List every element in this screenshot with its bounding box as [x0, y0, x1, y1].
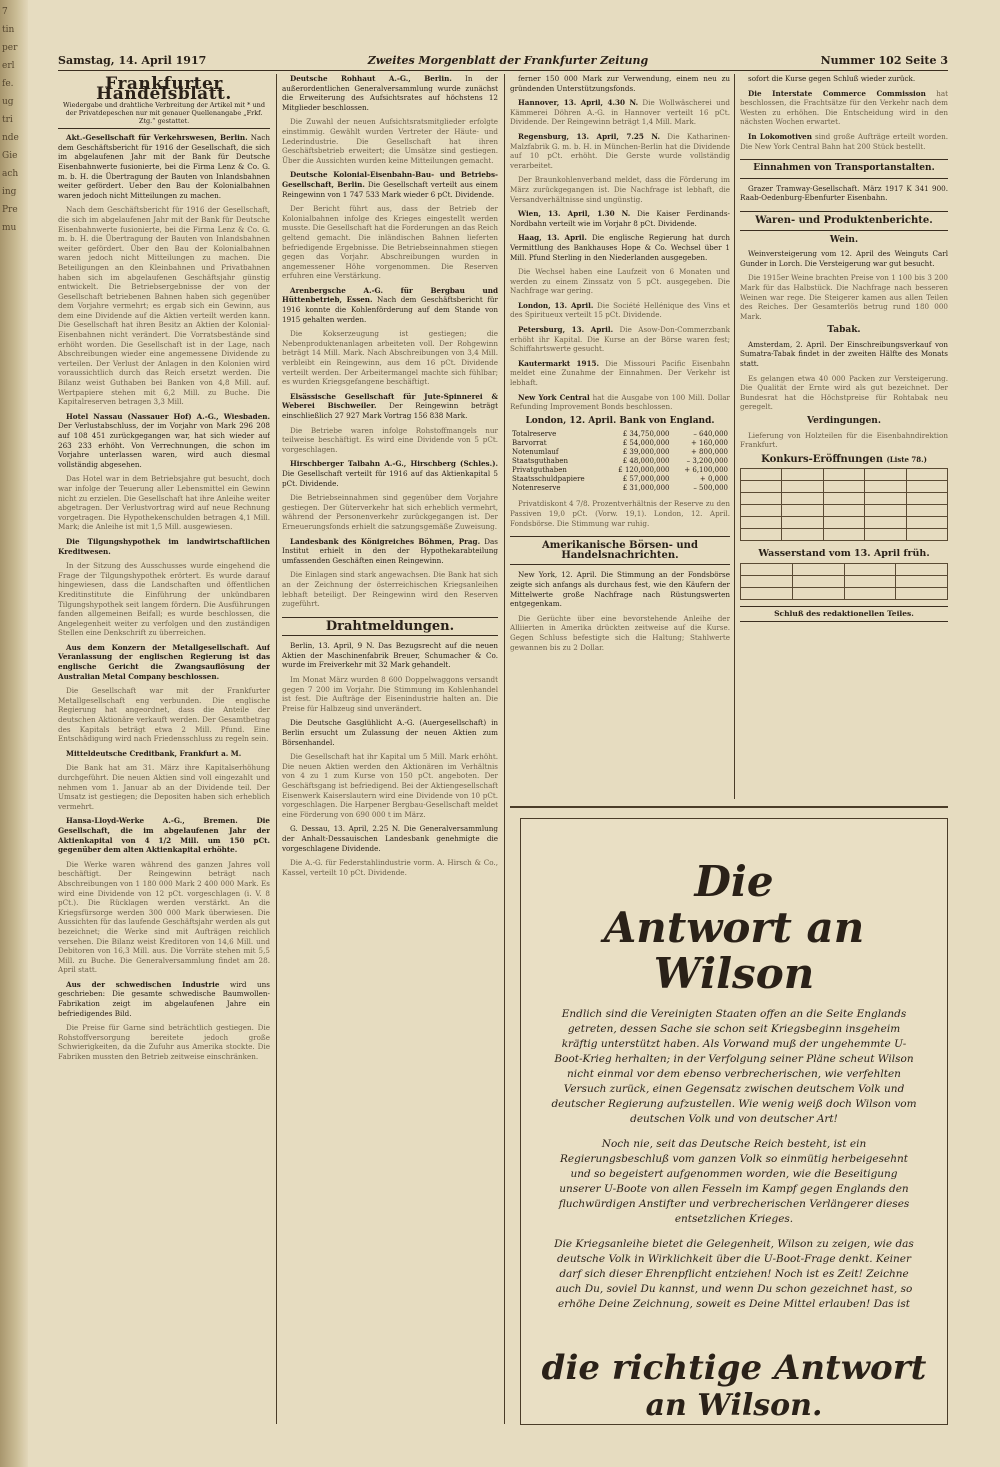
article-heading: Deutsche Kolonial-Eisenbahn-Bau- und Betriebs-Gesellschaft, Berlin.	[282, 170, 498, 189]
article-body: Die Zuwahl der neuen Aufsichtsratsmitglieder erfolgte einstimmig. Gewählt wurden Vertreter der Häute- und Lederindustrie. Die Gesellschaft hat ihren Geschäftsbetrieb erweitert; die Umsätze sind gestiegen. Über die Aussichten wurden keine Mitteilungen gemacht.	[282, 117, 498, 165]
column-2	[282, 74, 498, 1424]
article-body: Die Betriebe waren infolge Rohstoffmangels nur teilweise beschäftigt. Es wird eine Dividende von 5 pCt. vorgeschlagen.	[282, 425, 498, 454]
bank-statement-row	[510, 475, 730, 484]
article-body: Die Société Hellénique des Vins et des Spiritueux verteilt 15 pCt. Dividende.	[510, 300, 730, 320]
bank-cell-label: Staatsguthaben	[512, 457, 568, 466]
subheading-tabak: Tabak.	[827, 325, 861, 336]
wire-report: Im Monat März wurden 8 600 Doppelwaggons versandt gegen 7 200 im Vorjahr. Die Stimmung im Kohlenhandel ist fest. Die Aufträge der Eisenindustrie halten an. Die Preise für Halbzeug sind unverändert.	[282, 675, 498, 713]
article-body: Die Werke waren während des ganzen Jahres voll beschäftigt. Der Reingewinn beträgt nach Abschreibungen von 1 180 000 Mark 2 400 000 Mark. Es wird eine Dividende von 12 pCt. vorgeschlagen (i. V. 8 pCt.). Die Rücklagen werden verstärkt. An die Kriegsfürsorge werden 300 000 Mark überwiesen. Die Aussichten für das laufende Geschäftsjahr werden als gut bezeichnet; die Werke sind mit Aufträgen reichlich versehen. Die Bilanz weist Kreditoren von 14,6 Mill. und Debitoren von 16,3 Mill. aus. Die Vorräte stehen mit 5,5 Mill. zu Buche. Die Generalversammlung findet am 28. April statt.	[58, 859, 270, 975]
konkurs-list-number: (Liste 78.)	[886, 454, 927, 464]
article-body: Amsterdam, 2. April. Der Einschreibungsverkauf von Sumatra-Tabak findet in der zweiten Hälfte des Monats statt.	[740, 339, 948, 369]
bank-cell-a: £ 57,000,000	[622, 475, 670, 484]
column-4	[740, 74, 948, 844]
section-heading-transport: Einnahmen von Transportanstalten.	[740, 159, 948, 179]
article-body: sofort die Kurse gegen Schluß wieder zurück.	[748, 74, 916, 83]
konkurs-title: Konkurs-Eröffnungen	[761, 453, 883, 465]
article-body: Die Preise für Garne sind beträchtlich gestiegen. Die Rohstoffversorgung bereitete jedoch große Schwierigkeiten, da die Zufuhr aus Amerika stockte. Die Fabriken mussten den Betrieb zeitweise einschränken.	[58, 1023, 270, 1062]
article-heading: Regensburg, 13. April, 7.25 N.	[518, 131, 660, 141]
article-heading: Die Interstate Commerce Commission	[748, 88, 926, 98]
ad-paragraph-1: Endlich sind die Vereinigten Staaten offen an die Seite Englands getreten, dessen Sache sie schon seit Kriegsbeginn insgeheim kräftig unterstützt haben. Als Vorwand muß der ungehemmte U-Boot-Krieg herhalten; in der Verfolgung seiner Pläne scheut Wilson nicht einmal vor dem ebenso verbrecherischen, wie verfehlten Versuch zurück, einen Gegensatz zwischen deutschem Volk und deutscher Regierung aufzustellen. Wie wenig weiß doch Wilson vom deutschen Volk und von deutscher Art!	[551, 1008, 917, 1125]
article-body: Hansa-Lloyd-Werke A.-G., Bremen. Die Gesellschaft, die im abgelaufenen Jahr der Aktienkapital von 4 1/2 Mill. um 150 pCt. gegenüber dem alten Aktienkapital erhöhte.	[58, 816, 270, 855]
article-body: Grazer Tramway-Gesellschaft. März 1917 K 341 900. Raab-Oedenburg-Ebenfurter Eisenbahn.	[740, 183, 948, 203]
article-body: Die 1915er Weine brachten Preise von 1 100 bis 3 200 Mark für das Halbstück. Die Nachfrage nach besseren Weinen war rege. Die Steigerer kamen aus allen Teilen des Reiches. Der Gesamterlös betrug rund 180 000 Mark.	[740, 273, 948, 321]
column-rule	[504, 74, 505, 1424]
column-rule	[276, 74, 277, 1424]
bank-cell-a: £ 120,000,000	[618, 466, 670, 475]
bank-statement-table	[510, 430, 730, 493]
article-body: hat die Ausgabe von 100 Mill. Dollar Refunding Improvement Bonds beschlossen.	[510, 392, 730, 412]
ad-paragraph-3: Die Kriegsanleihe bietet die Gelegenheit, Wilson zu zeigen, wie das deutsche Volk in Wirklichkeit über die U-Boot-Frage denkt. Keiner darf sich dieser Ehrenpflicht entziehen! Noch ist es Zeit! Zeichne auch Du, soviel Du kannst, und wenn Du schon gezeichnet hast, so erhöhe Deine Zeichnung, soweit es Deine Mittel erlauben! Das ist	[554, 1238, 914, 1310]
article-body: Die Bank hat am 31. März ihre Kapitalserhöhung durchgeführt. Die neuen Aktien sind voll eingezahlt und nehmen vom 1. Januar ab an der Dividende teil. Der Umsatz ist gestiegen; die Depositen haben sich erheblich vermehrt.	[58, 763, 270, 811]
bank-cell-a: £ 31,000,000	[622, 484, 670, 493]
bank-cell-b: + 0,000	[699, 475, 728, 484]
article-body: Es gelangen etwa 40 000 Packen zur Versteigerung. Die Qualität der Ernte wird als gut bezeichnet. Der Bundesrat hat die Höchstpreise für Rohtabak neu geregelt.	[740, 373, 948, 412]
bank-statement-row	[510, 457, 730, 466]
article-body: Die Wollwäscherei und Kämmerei Döhren A.-G. in Hannover verteilt 16 pCt. Dividende. Der Reingewinn beträgt 1,4 Mill. Mark.	[510, 98, 730, 127]
end-of-editorial-note: Schluß des redaktionellen Teiles.	[740, 606, 948, 622]
ad-closing-line1: die richtige Antwort	[541, 1348, 927, 1388]
section-masthead: Frankfurter Handelsblatt.	[96, 74, 232, 104]
bank-cell-label: Staatsschuldpapiere	[512, 475, 585, 484]
column-rule	[734, 74, 735, 799]
article-body: Nach dem Geschäftsbericht für 1916 konnte die Kohlenförderung auf dem Stande von 1915 gehalten werden.	[282, 295, 498, 324]
section-heading-drahtmeldungen: Drahtmeldungen.	[282, 617, 498, 637]
subheading-wein: Wein.	[829, 234, 859, 245]
article-heading: Haag, 13. April.	[518, 233, 587, 243]
article-body: Weinversteigerung vom 12. April des Weinguts Carl Gunder in Lorch. Die Versteigerung war gut besucht.	[740, 249, 948, 268]
subheading-konkurs	[740, 455, 948, 465]
bank-cell-label: Notenreserve	[512, 484, 561, 493]
wire-report: Berlin, 13. April, 9 N. Das Bezugsrecht auf die neuen Aktien der Maschinenfabrik Breuer, Schumacher & Co. wurde im Freiverkehr mit 32 Mark gehandelt.	[282, 641, 498, 670]
konkurs-table	[740, 468, 948, 541]
bank-statement-title: London, 12. April. Bank von England.	[525, 415, 715, 426]
bank-cell-label: Totalreserve	[512, 430, 557, 439]
article-body: Die Kaiser Ferdinands-Nordbahn verteilt wie im Vorjahr 8 pCt. Dividende.	[510, 209, 730, 228]
article-body: In der Sitzung des Ausschusses wurde eingehend die Frage der Tilgungshypothek erörtert. Es wurde darauf hingewiesen, dass die Landschaften und öffentlichen Kreditinstitute die Einführung der unkündbaren Tilgungshypothek seit langem fördern. Die Ausführungen fanden allgemeinen Beifall; es wurde beschlossen, die Angelegenheit weiter zu verfolgen und den zuständigen Stellen eine Denkschrift zu überreichen.	[58, 561, 270, 638]
article-body: Privatdiskont 4 7/8. Prozentverhältnis der Reserve zu den Passiven 19,0 pCt. (Vorw. 19,1). London, 12. April. Fondsbörse. Die Stimmung war ruhig.	[510, 499, 730, 528]
article-body: Die Gesellschaft verteilt aus einem Reingewinn von 1 747 533 Mark wieder 6 pCt. Dividende.	[282, 179, 498, 199]
article-body: Das Hotel war in dem Betriebsjahre gut besucht, doch war infolge der Teuerung aller Lebensmittel ein Gewinn nicht zu erzielen. Die Gesellschaft hat ihre Anleihe weiter abgetragen. Der Verlustvortrag wird auf neue Rechnung vorgetragen. Die Hypothekenschulden betragen 4,1 Mill. Mark; die Anleihe ist mit 1,5 Mill. ausgewiesen.	[58, 474, 270, 532]
article-body: Die Betriebseinnahmen sind gegenüber dem Vorjahre gestiegen. Der Güterverkehr hat sich erheblich vermehrt, während der Personenverkehr zurückgegangen ist. Der Erneuerungsfonds erhielt die satzungsgemäße Zuweisung.	[282, 493, 498, 531]
bank-cell-b: + 6,100,000	[684, 466, 728, 475]
bank-cell-label: Barvorrat	[512, 439, 547, 448]
article-body: Die Wechsel haben eine Laufzeit von 6 Monaten und werden zu einem Zinssatz von 5 pCt. ausgegeben. Die Nachfrage war gering.	[510, 267, 730, 296]
bank-cell-a: £ 39,000,000	[622, 448, 670, 457]
section-heading-waren: Waren- und Produktenberichte.	[740, 211, 948, 231]
article-body: Nach dem Geschäftsbericht für 1916 der Gesellschaft, die sich im abgelaufenen Jahr mit der Bank für Deutsche Eisenbahnwerte fusionierte, bei die Firma Lenz & Co. G. m. b. H. die Übertragung der Bauten von Inlandsbahnen weiter gefördert. Über den Bau der Kolonialbahnen waren jedoch nicht Mitteilungen zu machen. Die Beteiligungen an den Kleinbahnen und Privatbahnen haben sich im abgelaufenen Geschäftsjahr günstig entwickelt. Die Betriebsergebnisse der von der Gesellschaft betriebenen Bahnen haben sich gegenüber dem Vorjahre vermehrt; es ergab sich ein Gewinn, aus dem eine Dividende auf die Aktien verteilt werden kann. Die Gesellschaft hat ihren Besitz an Aktien der Kolonial-Eisenbahnen nicht verändert. Die Vorratsbestände sind erhöht worden. Die Gesellschaft ist in der Lage, nach Abschreibungen wieder eine angemessene Dividende zu verteilen. Der Verlust der Anlagen in den Kolonien wird voraussichtlich durch das Reich ersetzt werden. Die Bilanz weist Guthaben bei Banken von 4,8 Mill. auf. Wertpapiere stehen mit 6,2 Mill. zu Buche. Die Kapitalreserven betragen 3,3 Mill.	[58, 205, 270, 407]
page-binding: 7 tin per erl fe. ug tri nde Gie ach ing Pre mu	[0, 0, 28, 1467]
bank-cell-b: – 500,000	[693, 484, 728, 493]
article-body: Die Gerüchte über eine bevorstehende Anleihe der Alliierten in Amerika drückten zeitweise auf die Kurse. Gegen Schluss befestigte sich die Haltung; Stahlwerte gewannen bis zu 2 Dollar.	[510, 613, 730, 652]
article-heading: Die Tilgungshypothek im landwirtschaftlichen Kreditwesen.	[58, 536, 270, 556]
subheading-wasserstand: Wasserstand vom 13. April früh.	[758, 548, 930, 560]
article-body: ferner 150 000 Mark zur Verwendung, einem neu zu gründenden Unterstützungsfonds.	[510, 74, 730, 93]
article-body: Aus dem Konzern der Metallgesellschaft. Auf Veranlassung der englischen Regierung ist das englische Gericht die Zwangsauflösung der Australian Metal Company beschlossen.	[58, 642, 270, 681]
article-heading: Arenbergsche A.-G. für Bergbau und Hüttenbetrieb, Essen.	[282, 285, 498, 305]
bank-cell-b: + 800,000	[690, 448, 728, 457]
column-1	[58, 74, 270, 1424]
article-body: New York, 12. April. Die Stimmung an der Fondsbörse zeigte sich anfangs als durchaus fest, wie den Käufern der Mittelwerte große Nachfrage nach Rüstungswerten entgegenkam.	[510, 570, 730, 609]
wire-report: Die Deutsche Gasglühlicht A.-G. (Auergesellschaft) in Berlin ersucht um Zulassung der neuen Aktien zum Börsenhandel.	[282, 718, 498, 747]
bank-statement-row	[510, 448, 730, 457]
article-body: Die englische Regierung hat durch Vermittlung des Bankhauses Hope & Co. Wechsel über 1 Mill. Pfund Sterling in den Niederlanden ausgegeben.	[510, 233, 730, 262]
article-body: Das Institut erhielt in den der Hypothekarabteilung umfassenden Geschäften einen Reingewinn.	[282, 536, 498, 565]
bank-cell-a: £ 34,750,000	[622, 430, 670, 439]
article-heading: Elsässische Gesellschaft für Jute-Spinnerei & Weberei Bischweiler.	[282, 391, 498, 411]
article-body: Die Asow-Don-Commerzbank erhöht ihr Kapital. Die Kurse an der Börse waren fest; Schiffahrtswerte gesucht.	[510, 325, 730, 354]
bank-cell-label: Privatguthaben	[512, 466, 567, 475]
column-3	[510, 74, 730, 794]
article-body: sind große Aufträge erteilt worden. Die New York Central Bahn hat 200 Stück bestellt.	[740, 131, 948, 151]
wire-report: Die A.-G. für Federstahlindustrie vorm. A. Hirsch & Co., Kassel, verteilt 10 pCt. Dividende.	[282, 858, 498, 877]
bank-statement-row	[510, 430, 730, 439]
article-heading: In Lokomotiven	[748, 131, 812, 141]
bank-cell-b: – 640,000	[693, 430, 728, 439]
article-body: wird uns geschrieben: Die gesamte schwedische Baumwollen-Fabrikation zeigt im abgelaufenen Jahre ein befriedigendes Bild.	[58, 979, 270, 1018]
bank-cell-a: £ 48,000,000	[622, 457, 670, 466]
article-body: Die Missouri Pacific Eisenbahn meldet eine Zunahme der Einnahmen. Der Verkehr ist lebhaft.	[510, 358, 730, 388]
ad-closing-line2: an Wilson.	[645, 1388, 823, 1423]
water-level-table	[740, 563, 948, 600]
section-heading-american-news: Amerikanische Börsen- und Handelsnachrichten.	[510, 536, 730, 565]
article-heading: Kautermarkt 1915.	[518, 358, 600, 368]
article-body: Die Gesellschaft verteilt für 1916 auf das Aktienkapital 5 pCt. Dividende.	[282, 468, 498, 488]
article-heading: Landesbank des Königreiches Böhmen, Prag.	[290, 536, 481, 546]
article-heading: Aus der schwedischen Industrie	[66, 979, 220, 989]
article-heading: Hannover, 13. April, 4.30 N.	[518, 98, 639, 108]
wire-report: Die Gesellschaft hat ihr Kapital um 5 Mill. Mark erhöht. Die neuen Aktien werden den Aktionären im Verhältnis von 4 zu 1 zum Kurse von 150 pCt. angeboten. Der Geschäftsgang ist befriedigend. Bei der Aktiengesellschaft Eisenwerk Kaiserslautern wird eine Dividende von 10 pCt. vorgeschlagen. Die Harpener Bergbau-Gesellschaft meldet eine Förderung von 690 000 t im März.	[282, 752, 498, 819]
ad-title-line2: Antwort an Wilson	[603, 903, 865, 998]
article-heading: Deutsche Rohhaut A.-G., Berlin.	[290, 74, 452, 83]
bank-cell-b: + 160,000	[690, 439, 728, 448]
bank-statement-row	[510, 439, 730, 448]
article-heading: Akt.-Gesellschaft für Verkehrswesen, Berlin.	[66, 133, 248, 143]
header-edition: Zweites Morgenblatt der Frankfurter Zeitung	[367, 54, 649, 67]
article-body: Die Katharinen-Malzfabrik G. m. b. H. in München-Berlin hat die Dividende auf 10 pCt. erhöht. Die Gerste wurde vollständig verarbeitet.	[510, 131, 730, 170]
article-body: Die Gesellschaft war mit der Frankfurter Metallgesellschaft eng verbunden. Die englische Regierung hat angeordnet, dass die Anteile der deutschen Aktionäre verkauft werden. Der Gesamtbetrag des Kapitals beträgt etwa 2 Mill. Pfund. Eine Entschädigung wird nach Friedensschluss zu regeln sein.	[58, 686, 270, 744]
article-body: Der Bericht führt aus, dass der Betrieb der Kolonialbahnen infolge des Krieges eingestellt werden musste. Die Gesellschaft hat die Forderungen an das Reich geltend gemacht. Die inländischen Bahnen lieferten befriedigende Ergebnisse. Die Betriebseinnahmen stiegen gegen das Vorjahr. Abschreibungen wurden in angemessener Höhe vorgenommen. Die Reserven erfuhren eine Verstärkung.	[282, 204, 498, 281]
wire-report: G. Dessau, 13. April, 2.25 N. Die Generalversammlung der Anhalt-Dessauischen Landesbank genehmigte die vorgeschlagene Dividende.	[282, 824, 498, 853]
header-page-number: Nummer 102 Seite 3	[820, 54, 948, 67]
ad-paragraph-2: Noch nie, seit das Deutsche Reich besteht, ist ein Regierungsbeschluß vom ganzen Volk so einmütig herbeigesehnt und so begeistert aufgenommen worden, wie die Beseitigung unserer U-Boote von allen Fesseln im Kampf gegen Englands den fluchwürdigen Anstifter und verbrecherischen Verlängerer dieses entsetzlichen Krieges.	[558, 1138, 910, 1225]
header-date: Samstag, 14. April 1917	[58, 54, 207, 67]
article-body: In der außerordentlichen Generalversammlung wurde zunächst die Erweiterung des Aufsichtsrates auf höchstens 12 Mitglieder beschlossen.	[282, 74, 498, 112]
article-heading: Wien, 13. April, 1.30 N.	[518, 209, 631, 219]
article-body: Der Reingewinn beträgt einschließlich 27 927 Mark Vortrag 156 838 Mark.	[282, 401, 498, 420]
article-heading: London, 13. April.	[518, 300, 594, 310]
subheading-verdingungen: Verdingungen.	[807, 416, 881, 427]
article-body: Die Kokserzeugung ist gestiegen; die Nebenproduktenanlagen arbeiteten voll. Der Rohgewinn beträgt 14 Mill. Mark. Nach Abschreibungen von 3,4 Mill. verbleibt ein Reingewinn, aus dem 16 pCt. Dividende verteilt werden. Der Arbeitermangel machte sich fühlbar; es wurden Kriegsgefangene beschäftigt.	[282, 329, 498, 387]
article-heading: Hotel Nassau (Nassauer Hof) A.-G., Wiesbaden.	[66, 411, 270, 421]
bank-cell-label: Notenumlauf	[512, 448, 559, 457]
bank-statement-row	[510, 466, 730, 475]
ad-title-line1: Die	[694, 857, 774, 906]
article-body: Der Verlustabschluss, der im Vorjahr von Mark 296 208 auf 108 451 zurückgegangen war, hat sich wieder auf 263 233 erhöht. Von Verrechnungen, die schon im Vorjahre unterlassen waren, wird auch diesmal vollständig abgesehen.	[58, 421, 270, 469]
article-heading: Hirschberger Talbahn A.-G., Hirschberg (Schles.).	[290, 459, 498, 469]
article-body: Nach dem Geschäftsbericht für 1916 der Gesellschaft, die sich im abgelaufenen Jahr mit der Bank für Deutsche Eisenbahnwerte fusionierte, bei die Firma Lenz & Co. G. m. b. H. die Übertragung der Bauten von Inlandsbahnen weiter gefördert. Ueber den Bau der Kolonialbahnen waren jedoch nicht Mitteilungen zu machen.	[58, 133, 270, 200]
page-header	[58, 50, 948, 71]
bank-cell-b: – 3,200,000	[686, 457, 728, 466]
article-body: Der Braunkohlenverband meldet, dass die Förderung im März zurückgegangen ist. Die Nachfrage ist lebhaft, die Versandverhältnisse sind ungünstig.	[510, 175, 730, 204]
article-heading: Mitteldeutsche Creditbank, Frankfurt a. M.	[66, 748, 242, 758]
war-bond-advertisement	[520, 818, 948, 1425]
article-body: hat beschlossen, die Frachtsätze für den Verkehr nach dem Westen zu erhöhen. Die Entscheidung wird in den nächsten Wochen erwartet.	[740, 88, 948, 127]
masthead-note: Wiedergabe und drahtliche Verbreitung der Artikel mit * und der Privatdepeschen nur mit genauer Quellenangabe „Frkf. Ztg.“ gestattet.	[58, 101, 270, 129]
article-heading: Petersburg, 13. April.	[518, 325, 614, 335]
bank-cell-a: £ 54,000,000	[622, 439, 670, 448]
article-body: Lieferung von Holzteilen für die Eisenbahndirektion Frankfurt.	[740, 430, 948, 450]
article-heading: New York Central	[518, 392, 590, 402]
bank-statement-row	[510, 484, 730, 493]
article-body: Die Einlagen sind stark angewachsen. Die Bank hat sich an der Zeichnung der österreichischen Kriegsanleihen lebhaft beteiligt. Der Reingewinn wird den Reserven zugeführt.	[282, 570, 498, 609]
